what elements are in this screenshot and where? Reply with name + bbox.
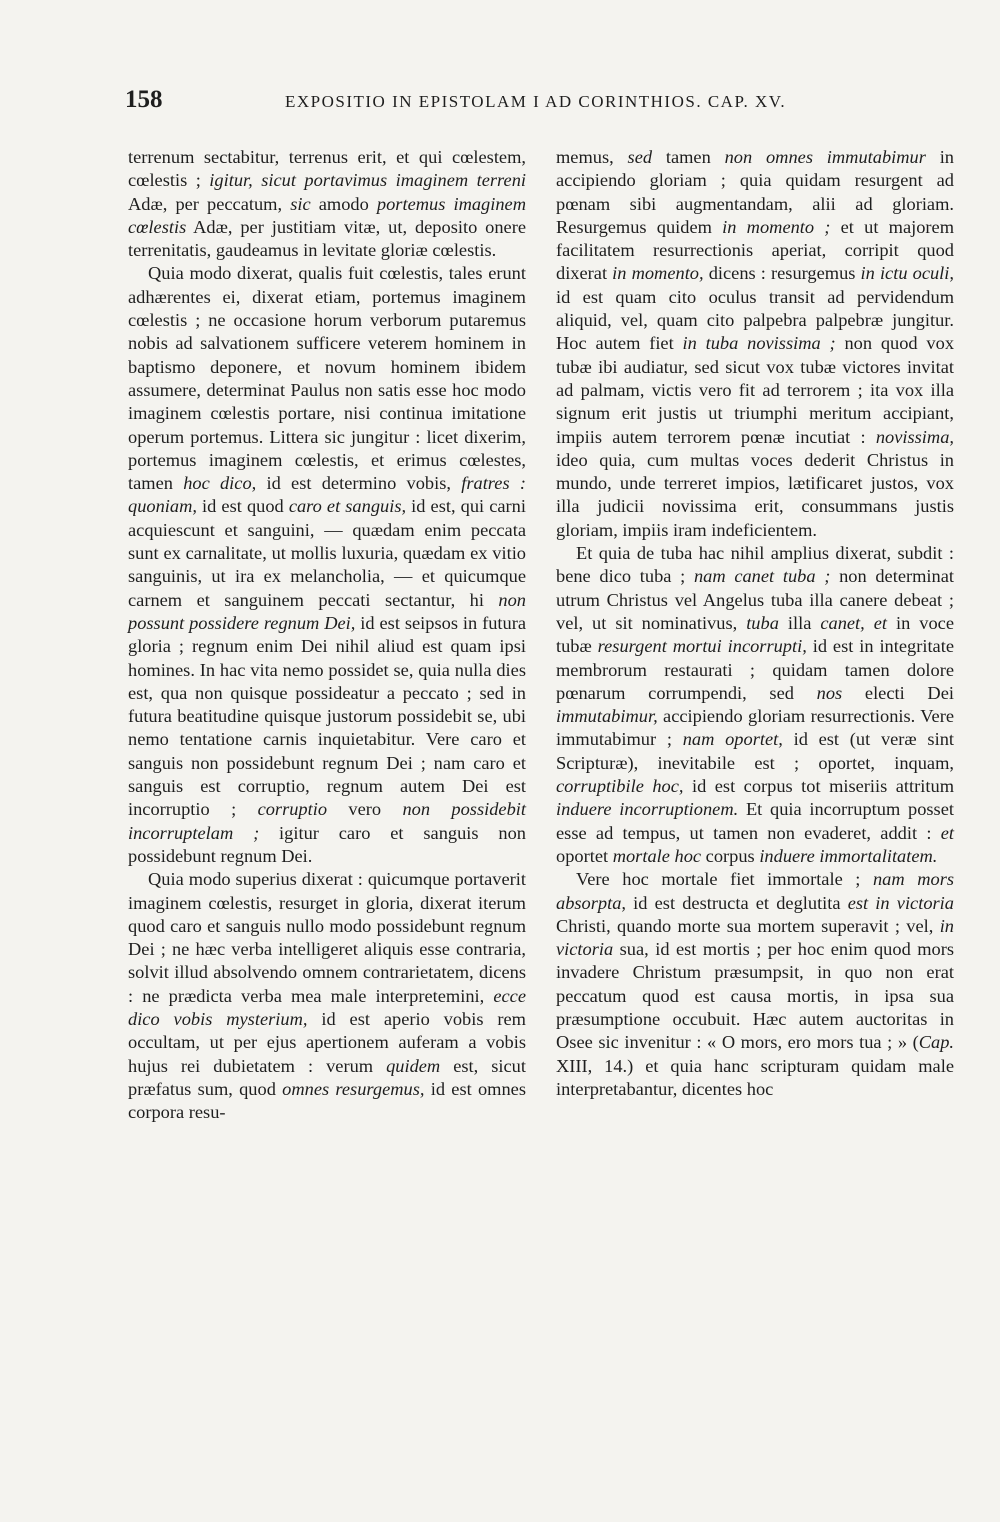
- paragraph-text: Et quia de tuba hac nihil amplius dixerat, subdit : bene dico tuba ; nam canet tuba ; non determinat utrum Christus vel Angelus tuba illa canere debeat ; vel, ut sit nominativus, tuba illa canet, et in voce tubæ resurgent mortui incorrupti, id est in integritate membrorum restaurati ; quidam tamen dolore pœnarum corrumpendi, sed nos electi Dei immutabimur, accipiendo gloriam resurrectionis. Vere immutabimur ; nam oportet, id est (ut veræ sint Scripturæ), inevitabile est ; oportet, inquam, corruptibile hoc, id est corpus tot miseriis attritum induere incorruptionem. Et quia incorruptum posset esse ad tempus, ut tamen non evaderet, addit : et oportet mortale hoc corpus induere immortalitatem.: [556, 543, 955, 866]
- running-title: EXPOSITIO IN EPISTOLAM I AD CORINTHIOS. CAP. XV.: [285, 92, 787, 111]
- paragraph: [556, 868, 954, 1101]
- left-column: [128, 146, 526, 1124]
- paragraph: [128, 262, 526, 868]
- right-column: [556, 146, 954, 1101]
- paragraph-text: memus, sed tamen non omnes immutabimur in accipiendo gloriam ; quia quidam resurgent ad pœnam sibi augmentandam, alii ad gloriam. Resurgemus quidem in momento ; et ut majorem facilitatem resurrectionis aperiat, corripit quod dixerat in momento, dicens : resurgemus in ictu oculi, id est quam cito oculus transit ad pervidendum aliquid, vel, quam cito palpebra palpebræ jungitur. Hoc autem fiet in tuba novissima ; non quod vox tubæ ibi audiatur, sed sicut vox tubæ victores invitat ad palmam, victis vero fit ad terrorem ; ita vox illa signum erit justis ut triumphi meritum accipiant, impiis autem terrorem pœnæ incutiat : novissima, ideo quia, cum multas voces dederit Christus in mundo, unde terreret impios, lætificaret justos, vox illa judicii novissima erit, consummans justis gloriam, impiis iram indeficientem.: [556, 147, 955, 540]
- page-header: [125, 86, 960, 120]
- page-number: 158: [125, 86, 163, 113]
- paragraph: [128, 146, 526, 262]
- paragraph-text: Vere hoc mortale fiet immortale ; nam mors absorpta, id est destructa et deglutita est in victoria Christi, quando morte sua mortem superavit ; vel, in victoria sua, id est mortis ; per hoc enim quod mors invadere Christum præsumpsit, in quo non erat peccatum quod est causa mortis, in ipsa sua præsumptione occubuit. Hæc autem auctoritas in Osee sic invenitur : « O mors, ero mors tua ; » (Cap. XIII, 14.) et quia hanc scripturam quidam male interpretabantur, dicentes hoc: [556, 869, 955, 1099]
- paragraph-text: Quia modo superius dixerat : quicumque portaverit imaginem cœlestis, resurget in gloria, dixerat iterum quod caro et sanguis nullo modo possidebunt regnum Dei ; ne hæc verba intelligeret aliquis esse contraria, solvit illud absolvendo omnem contrarietatem, dicens : ne prædicta verba mea male interpretemini, ecce dico vobis mysterium, id est aperio vobis rem occultam, ut per ejus apertionem auferam a vobis hujus rei dubietatem : verum quidem est, sicut præfatus sum, quod omnes resurgemus, id est omnes corpora resu-: [128, 869, 526, 1123]
- paragraph: [556, 542, 954, 868]
- paragraph-text: terrenum sectabitur, terrenus erit, et qui cœlestem, cœlestis ; igitur, sicut portavimus imaginem terreni Adæ, per peccatum, sic amodo portemus imaginem cœlestis Adæ, per justitiam vitæ, ut, deposito onere terrenitatis, gaudeamus in levitate gloriæ cœlestis.: [128, 147, 526, 261]
- paragraph: [128, 868, 526, 1124]
- paragraph-text: Quia modo dixerat, qualis fuit cœlestis, tales erunt adhærentes ei, dixerat etiam, portemus imaginem cœlestis ; ne occasione horum verborum putaremus nobis ad salvationem sufficere veterem hominem in baptismo deponere, et novum hominem ibidem assumere, determinat Paulus non satis esse hoc modo imaginem cœlestis portare, nisi continua imitatione operum portemus. Littera sic jungitur : licet dixerim, portemus imaginem cœlestis, et erimus cœlestes, tamen hoc dico, id est determino vobis, fratres : quoniam, id est quod caro et sanguis, id est, qui carni acquiescunt et sanguini, — quædam enim peccata sunt ex carnalitate, ut mollis luxuria, quædam ex vitio sanguinis, ut ira ex melancholia, — et quicumque carnem et sanguinem peccati sectantur, hi non possunt possidere regnum Dei, id est seipsos in futura gloria ; regnum enim Dei nihil aliud est quam ipsi homines. In hac vita nemo possidet se, quia nulla dies est, qua non quisque possideatur a peccato ; sed in futura beatitudine quisque justorum possidebit se, ubi nemo tentatione carnis inquietabitur. Vere caro et sanguis non possidebunt regnum Dei ; nam caro et sanguis est corruptio, regnum autem Dei est incorruptio ; corruptio vero non possidebit incorruptelam ; igitur caro et sanguis non possidebunt regnum Dei.: [128, 263, 526, 866]
- paragraph: [556, 146, 954, 542]
